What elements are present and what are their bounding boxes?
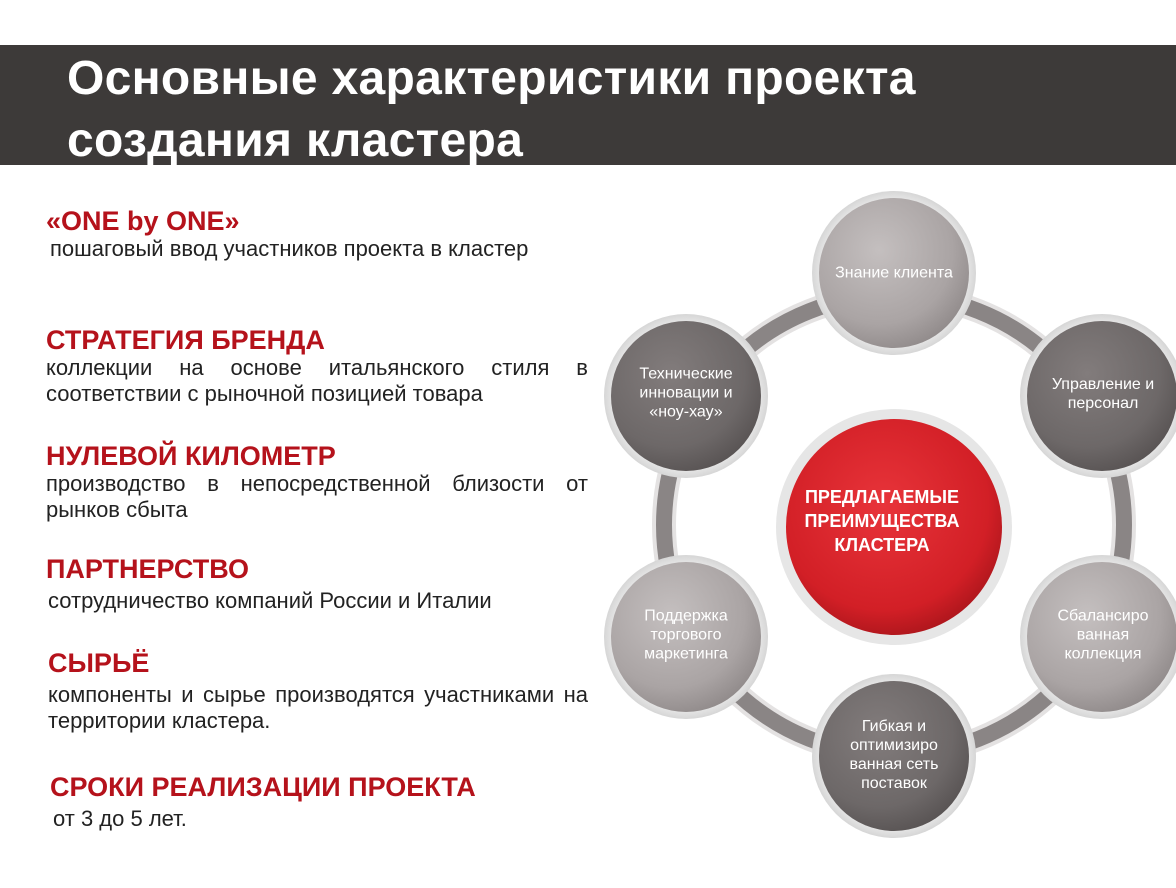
item-heading: СТРАТЕГИЯ БРЕНДА [46, 325, 325, 355]
item-heading: СЫРЬЁ [48, 648, 150, 678]
item-raw-materials [46, 648, 588, 734]
center-label: ПРЕДЛАГАЕМЫЕ ПРЕИМУЩЕСТВА КЛАСТЕРА [804, 487, 960, 555]
item-timeline [46, 772, 588, 832]
page-title: Основные характеристики проекта создания кластера [67, 52, 916, 167]
item-one-by-one [46, 206, 588, 262]
item-body: пошаговый ввод участников проекта в кластер [50, 236, 529, 261]
item-heading: «ONE by ONE» [46, 206, 240, 236]
item-heading: СРОКИ РЕАЛИЗАЦИИ ПРОЕКТА [50, 772, 476, 802]
item-body: от 3 до 5 лет. [53, 806, 187, 831]
item-body: производство в непосредственной близости от рынков сбыта [46, 471, 588, 522]
item-zero-kilometer [46, 441, 588, 523]
node-label-trade-marketing: Поддержка торгового маркетинга [644, 607, 728, 663]
node-label-management: Управление и персонал [1051, 376, 1155, 412]
item-body: компоненты и сырье производятся участниками на территории кластера. [48, 682, 588, 733]
item-partnership [46, 554, 588, 614]
node-label-balanced-collection: Сбалансиро ванная коллекция [1057, 607, 1149, 663]
item-body: коллекции на основе итальянского стиля в соответствии с рыночной позицией товара [46, 355, 588, 406]
item-body: сотрудничество компаний России и Италии [48, 588, 492, 613]
cluster-diagram [600, 190, 1176, 840]
node-label-tech-innovation: Технические инновации и «ноу-хау» [639, 365, 733, 421]
node-label-knowledge: Знание клиента [835, 264, 953, 282]
item-heading: НУЛЕВОЙ КИЛОМЕТР [46, 441, 336, 471]
item-brand-strategy [46, 325, 588, 407]
item-heading: ПАРТНЕРСТВО [46, 554, 250, 584]
node-label-supply-chain: Гибкая и оптимизиро ванная сеть поставок [849, 718, 939, 792]
